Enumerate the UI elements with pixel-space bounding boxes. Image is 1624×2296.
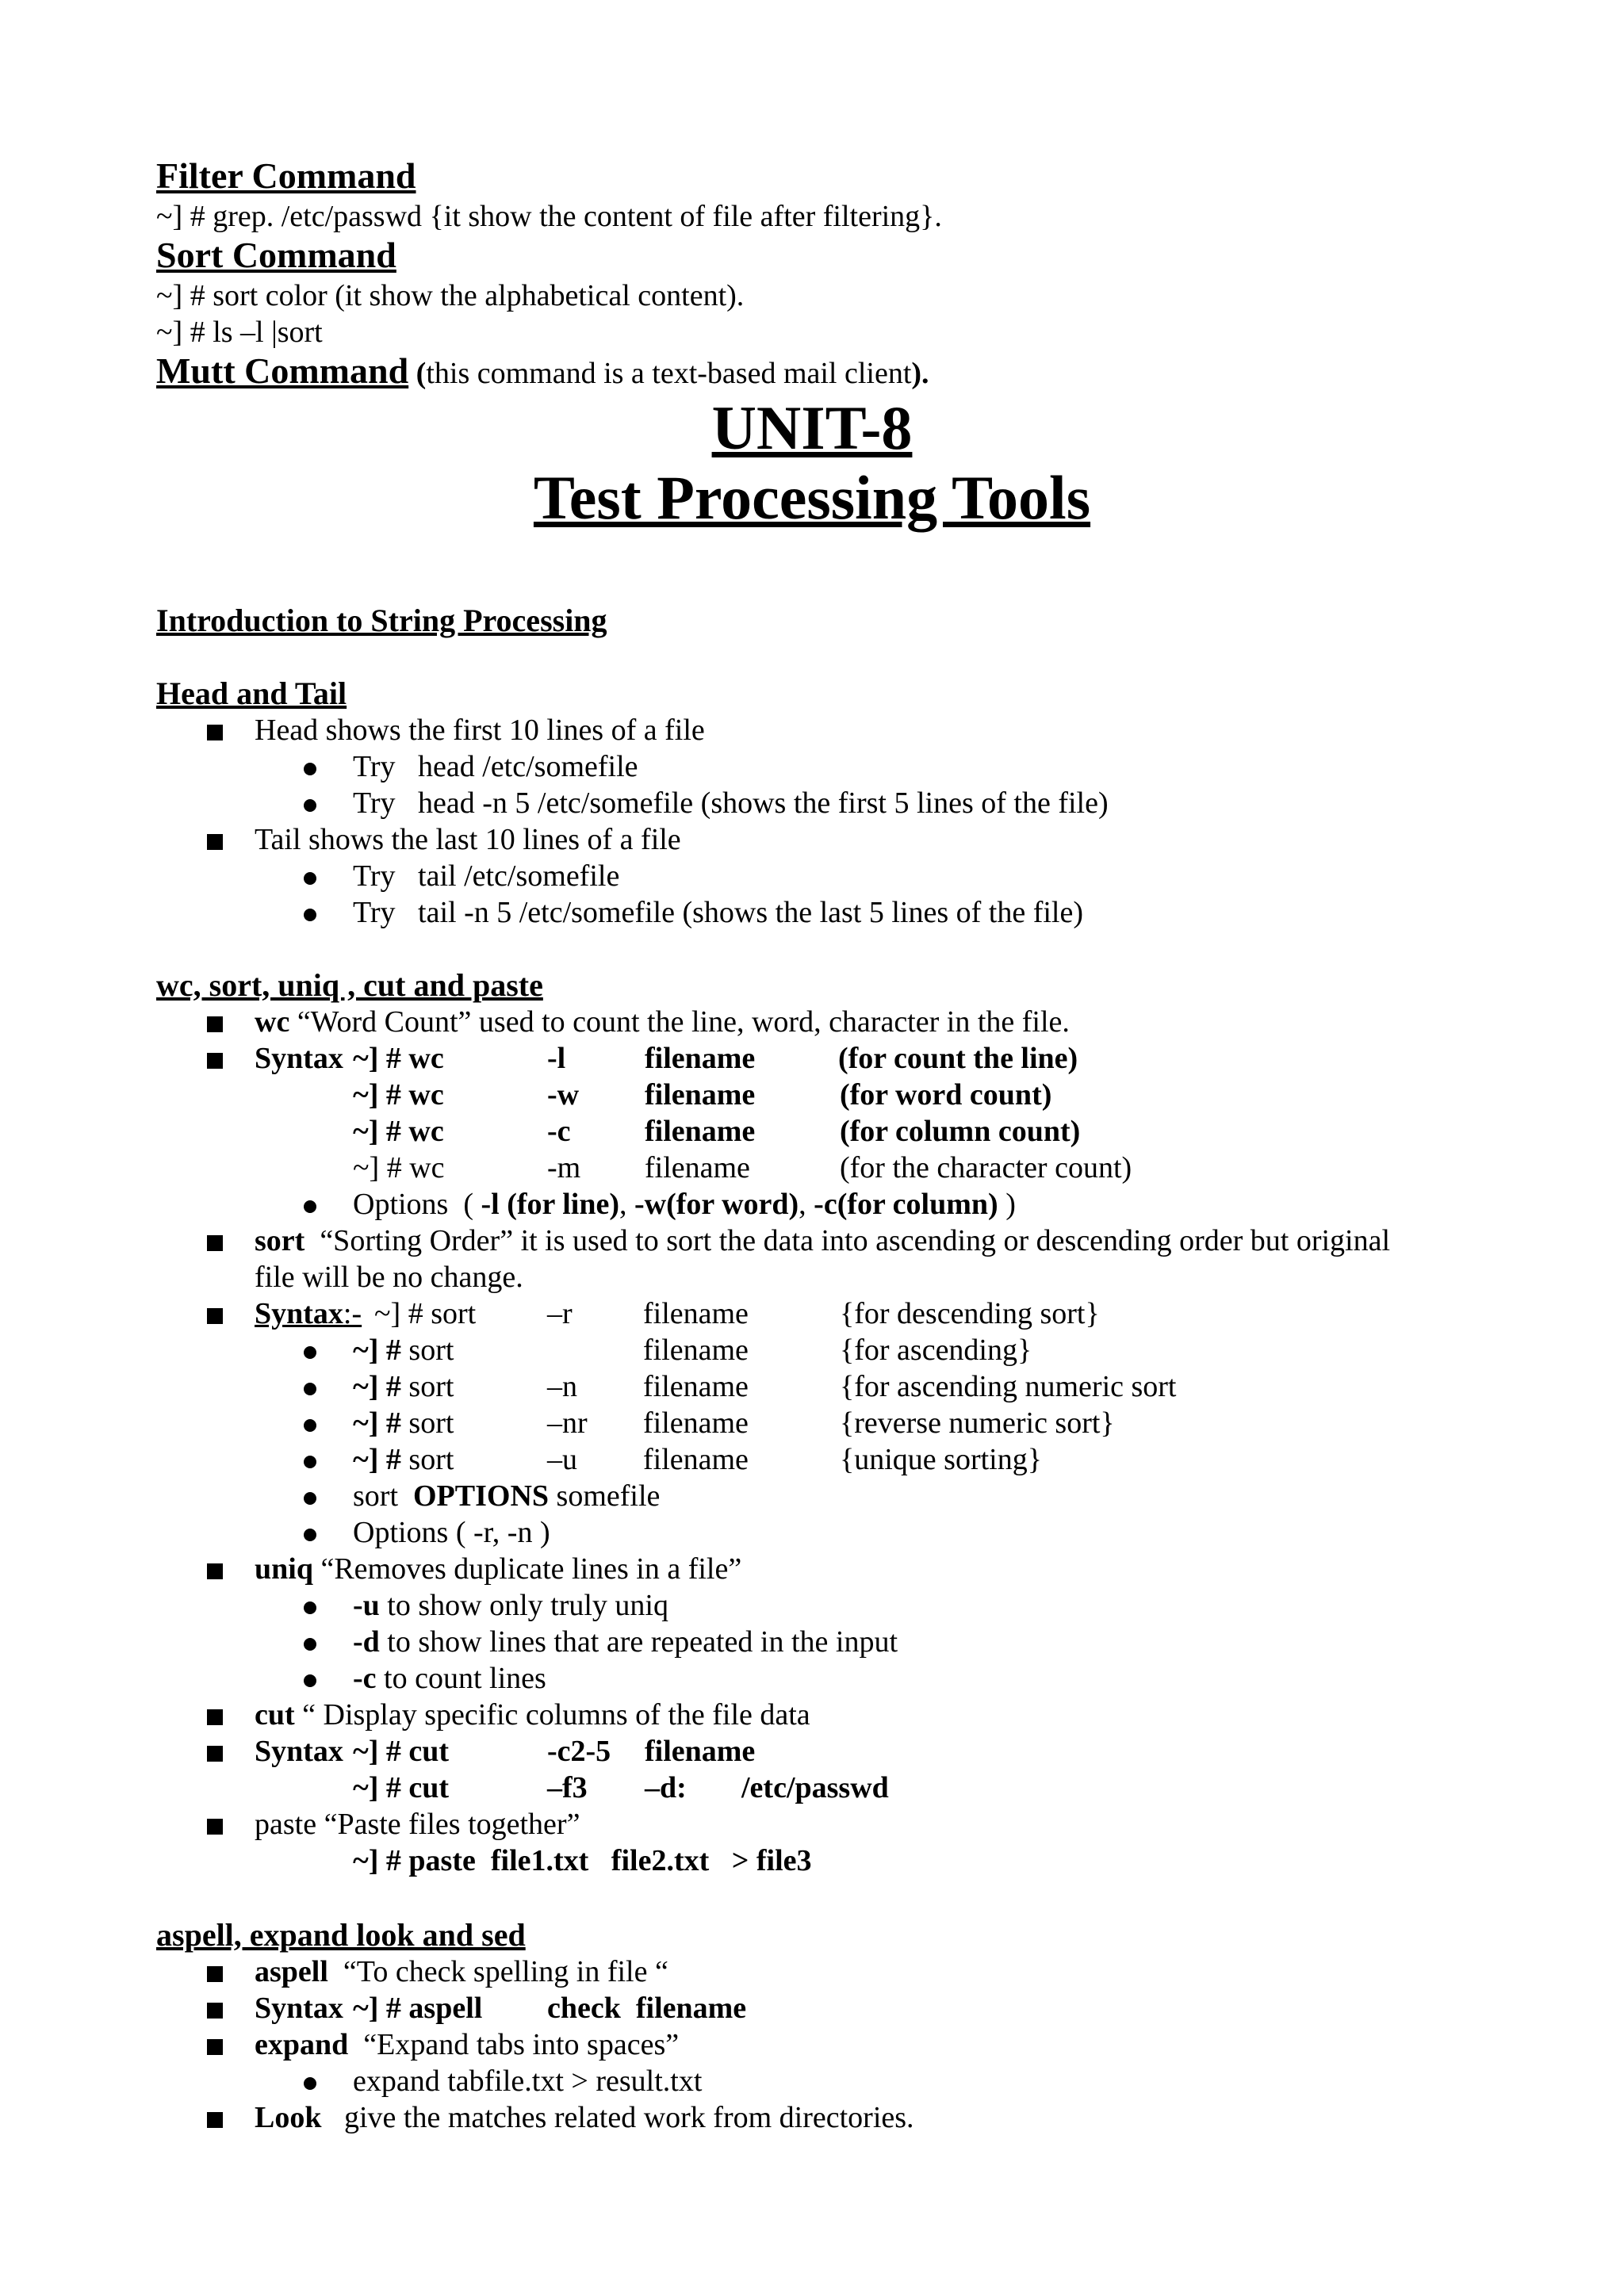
square-bullet bbox=[207, 1016, 223, 1032]
square-bullet bbox=[207, 834, 223, 850]
wc-syntax-label: Syntax bbox=[255, 1042, 343, 1075]
square-bullet bbox=[207, 1308, 223, 1324]
round-bullet bbox=[304, 1529, 316, 1541]
square-bullet bbox=[207, 1819, 223, 1835]
sort-options-list: Options ( -r, -n ) bbox=[353, 1516, 550, 1549]
round-bullet bbox=[304, 1674, 316, 1687]
head-description: Head shows the first 10 lines of a file bbox=[255, 714, 705, 747]
sort-syntax-suffix: :- bbox=[343, 1297, 362, 1330]
round-bullet bbox=[304, 1346, 316, 1359]
sort-row-2-note: {for ascending} bbox=[840, 1334, 1032, 1367]
paste-description: paste “Paste files together” bbox=[255, 1808, 580, 1841]
sort-row-1-file: filename bbox=[643, 1297, 749, 1330]
sort-row-5-command: sort bbox=[400, 1443, 454, 1476]
wc-row-3-cmd: ~] # wc bbox=[353, 1115, 444, 1148]
sort-row-1-prompt: ~] # bbox=[374, 1297, 423, 1330]
wc-options-sep-2: , bbox=[799, 1188, 814, 1221]
aspell-description bbox=[255, 1954, 668, 1990]
sort-row-5-note: {unique sorting} bbox=[840, 1443, 1042, 1476]
round-bullet bbox=[304, 1492, 316, 1505]
sort-row-5-cmd bbox=[353, 1441, 454, 1478]
paste-command: ~] # paste file1.txt file2.txt > file3 bbox=[353, 1844, 812, 1877]
round-bullet bbox=[304, 763, 316, 775]
wc-option-line: -l (for line) bbox=[481, 1188, 619, 1221]
uniq-option-d bbox=[353, 1624, 898, 1660]
sort-row-1-cmd bbox=[374, 1295, 476, 1332]
sort-row-4-cmd bbox=[353, 1405, 454, 1441]
square-bullet bbox=[207, 725, 223, 740]
sort-row-4-command: sort bbox=[400, 1406, 454, 1440]
mutt-paren-open: ( bbox=[408, 357, 427, 390]
square-bullet bbox=[207, 1053, 223, 1069]
sort-row-3-prompt: ~] # bbox=[353, 1370, 401, 1403]
sort-description-2: file will be no change. bbox=[255, 1261, 523, 1294]
sort-command-example-1: ~] # sort color (it show the alphabetical content). bbox=[156, 279, 745, 312]
square-bullet bbox=[207, 1746, 223, 1762]
sort-row-3-command: sort bbox=[400, 1370, 454, 1403]
sort-row-4-prompt: ~] # bbox=[353, 1406, 401, 1440]
sort-row-2-prompt: ~] # bbox=[353, 1334, 401, 1367]
wc-row-2-opt: -w bbox=[547, 1078, 580, 1112]
sort-usage-cmd: sort bbox=[353, 1479, 413, 1513]
expand-name: expand bbox=[255, 2028, 349, 2061]
mutt-command-heading: Mutt Command bbox=[156, 350, 409, 391]
cut-row-2-file: /etc/passwd bbox=[741, 1771, 889, 1804]
cut-row-1-cmd: ~] # cut bbox=[353, 1735, 450, 1768]
aspell-syntax-label: Syntax bbox=[255, 1992, 343, 2025]
wc-row-4-cmd: ~] # wc bbox=[353, 1151, 445, 1184]
wc-option-word: -w(for word) bbox=[634, 1188, 799, 1221]
tail-try-1: Try tail /etc/somefile bbox=[353, 859, 620, 893]
cut-row-2-delim: –d: bbox=[645, 1771, 687, 1804]
aspell-heading: aspell, expand look and sed bbox=[156, 1917, 526, 1953]
sort-row-5-prompt: ~] # bbox=[353, 1443, 401, 1476]
uniq-text-d: to show lines that are repeated in the input bbox=[379, 1625, 898, 1659]
cut-row-1-file: filename bbox=[645, 1735, 756, 1768]
sort-row-3-opt: –n bbox=[547, 1370, 577, 1403]
filter-command-example: ~] # grep. /etc/passwd {it show the content of file after filtering}. bbox=[156, 200, 942, 233]
sort-name: sort bbox=[255, 1224, 305, 1257]
head-tail-heading: Head and Tail bbox=[156, 675, 347, 711]
uniq-flag-c: -c bbox=[353, 1662, 377, 1695]
wc-row-2-cmd: ~] # wc bbox=[353, 1078, 444, 1112]
wc-desc-text: “Word Count” used to count the line, word, character in the file. bbox=[289, 1005, 1070, 1039]
round-bullet bbox=[304, 1383, 316, 1395]
wc-option-column: -c(for column) bbox=[814, 1188, 998, 1221]
sort-row-2-file: filename bbox=[643, 1334, 749, 1367]
sort-row-3-note: {for ascending numeric sort bbox=[840, 1370, 1177, 1403]
wc-row-4-file: filename bbox=[645, 1151, 750, 1184]
sort-row-1-note: {for descending sort} bbox=[840, 1297, 1100, 1330]
sort-usage-file: somefile bbox=[549, 1479, 661, 1513]
look-desc-text: give the matches related work from directories. bbox=[321, 2101, 914, 2134]
uniq-description bbox=[255, 1551, 741, 1587]
sort-row-3-cmd bbox=[353, 1368, 454, 1405]
square-bullet bbox=[207, 2003, 223, 2019]
wc-row-1-opt: -l bbox=[547, 1042, 566, 1075]
sort-row-2-cmd bbox=[353, 1332, 454, 1368]
round-bullet bbox=[304, 1419, 316, 1432]
square-bullet bbox=[207, 2039, 223, 2055]
sort-usage-options: OPTIONS bbox=[413, 1479, 550, 1513]
square-bullet bbox=[207, 1709, 223, 1725]
wc-row-3-opt: -c bbox=[547, 1115, 571, 1148]
uniq-option-c bbox=[353, 1660, 546, 1697]
aspell-command: ~] # aspell bbox=[353, 1992, 483, 2025]
sort-row-4-opt: –nr bbox=[547, 1406, 588, 1440]
wc-row-3-file: filename bbox=[645, 1115, 756, 1148]
wc-row-1-file: filename bbox=[645, 1042, 756, 1075]
cut-syntax-label: Syntax bbox=[255, 1735, 343, 1768]
mutt-command-line bbox=[156, 350, 929, 392]
round-bullet bbox=[304, 1456, 316, 1468]
round-bullet bbox=[304, 2077, 316, 2090]
sort-row-1-command: sort bbox=[423, 1297, 477, 1330]
wc-options-prefix: Options ( bbox=[353, 1188, 481, 1221]
wc-sort-heading: wc, sort, uniq , cut and paste bbox=[156, 967, 543, 1003]
tail-try-2: Try tail -n 5 /etc/somefile (shows the last 5 lines of the file) bbox=[353, 896, 1083, 929]
aspell-arguments: check filename bbox=[547, 1992, 747, 2025]
round-bullet bbox=[304, 799, 316, 812]
round-bullet bbox=[304, 909, 316, 921]
square-bullet bbox=[207, 1235, 223, 1251]
look-description bbox=[255, 2099, 914, 2136]
tail-description: Tail shows the last 10 lines of a file bbox=[255, 823, 681, 856]
filter-command-heading: Filter Command bbox=[156, 155, 416, 196]
cut-desc-text: “ Display specific columns of the file data bbox=[294, 1698, 810, 1732]
aspell-name: aspell bbox=[255, 1955, 328, 1988]
unit-title: UNIT-8 bbox=[711, 393, 913, 462]
wc-row-4-note: (for the character count) bbox=[840, 1151, 1132, 1184]
cut-row-2-opt: –f3 bbox=[547, 1771, 588, 1804]
look-name: Look bbox=[255, 2101, 322, 2134]
uniq-flag-d: -d bbox=[353, 1625, 380, 1659]
wc-row-4-opt: -m bbox=[547, 1151, 581, 1184]
uniq-option-u bbox=[353, 1587, 668, 1624]
cut-name: cut bbox=[255, 1698, 295, 1732]
wc-options-line bbox=[353, 1186, 1016, 1223]
mutt-command-note: this command is a text-based mail client bbox=[426, 357, 912, 390]
square-bullet bbox=[207, 2112, 223, 2128]
cut-description bbox=[255, 1697, 810, 1733]
sort-row-3-file: filename bbox=[643, 1370, 749, 1403]
sort-description-1 bbox=[255, 1223, 1390, 1259]
sort-command-example-2: ~] # ls –l |sort bbox=[156, 316, 323, 349]
uniq-name: uniq bbox=[255, 1552, 313, 1586]
uniq-desc-text: “Removes duplicate lines in a file” bbox=[312, 1552, 742, 1586]
uniq-text-u: to show only truly uniq bbox=[379, 1589, 668, 1622]
wc-description bbox=[255, 1004, 1070, 1040]
round-bullet bbox=[304, 1601, 316, 1614]
head-try-1: Try head /etc/somefile bbox=[353, 750, 638, 783]
head-try-2: Try head -n 5 /etc/somefile (shows the first 5 lines of the file) bbox=[353, 786, 1109, 820]
wc-row-1-cmd: ~] # wc bbox=[353, 1042, 444, 1075]
wc-row-2-file: filename bbox=[645, 1078, 756, 1112]
cut-row-2-cmd: ~] # cut bbox=[353, 1771, 450, 1804]
sort-syntax-label: Syntax bbox=[255, 1297, 343, 1330]
aspell-desc-text: “To check spelling in file “ bbox=[327, 1955, 668, 1988]
wc-options-suffix: ) bbox=[998, 1188, 1016, 1221]
sort-row-4-file: filename bbox=[643, 1406, 749, 1440]
sort-row-1-opt: –r bbox=[547, 1297, 573, 1330]
round-bullet bbox=[304, 872, 316, 885]
sort-options-usage bbox=[353, 1478, 660, 1514]
unit-subtitle: Test Processing Tools bbox=[533, 463, 1091, 532]
sort-row-5-opt: –u bbox=[547, 1443, 577, 1476]
intro-heading: Introduction to String Processing bbox=[156, 603, 607, 638]
square-bullet bbox=[207, 1563, 223, 1579]
wc-row-2-note: (for word count) bbox=[840, 1078, 1052, 1112]
square-bullet bbox=[207, 1966, 223, 1982]
sort-syntax-label-line bbox=[255, 1295, 362, 1332]
expand-example: expand tabfile.txt > result.txt bbox=[353, 2064, 703, 2098]
uniq-text-c: to count lines bbox=[376, 1662, 546, 1695]
wc-row-1-note: (for count the line) bbox=[838, 1042, 1078, 1075]
round-bullet bbox=[304, 1200, 316, 1213]
mutt-paren-close: ). bbox=[911, 357, 929, 390]
wc-name: wc bbox=[255, 1005, 290, 1039]
uniq-flag-u: -u bbox=[353, 1589, 380, 1622]
sort-row-4-note: {reverse numeric sort} bbox=[840, 1406, 1115, 1440]
wc-options-sep-1: , bbox=[619, 1188, 634, 1221]
wc-row-3-note: (for column count) bbox=[840, 1115, 1081, 1148]
sort-desc-text: “Sorting Order” it is used to sort the data into ascending or descending order but original bbox=[304, 1224, 1391, 1257]
sort-command-heading: Sort Command bbox=[156, 235, 396, 275]
round-bullet bbox=[304, 1638, 316, 1651]
expand-desc-text: “Expand tabs into spaces” bbox=[348, 2028, 680, 2061]
sort-row-2-command: sort bbox=[400, 1334, 454, 1367]
sort-row-5-file: filename bbox=[643, 1443, 749, 1476]
expand-description bbox=[255, 2026, 679, 2063]
cut-row-1-opt: -c2-5 bbox=[547, 1735, 611, 1768]
